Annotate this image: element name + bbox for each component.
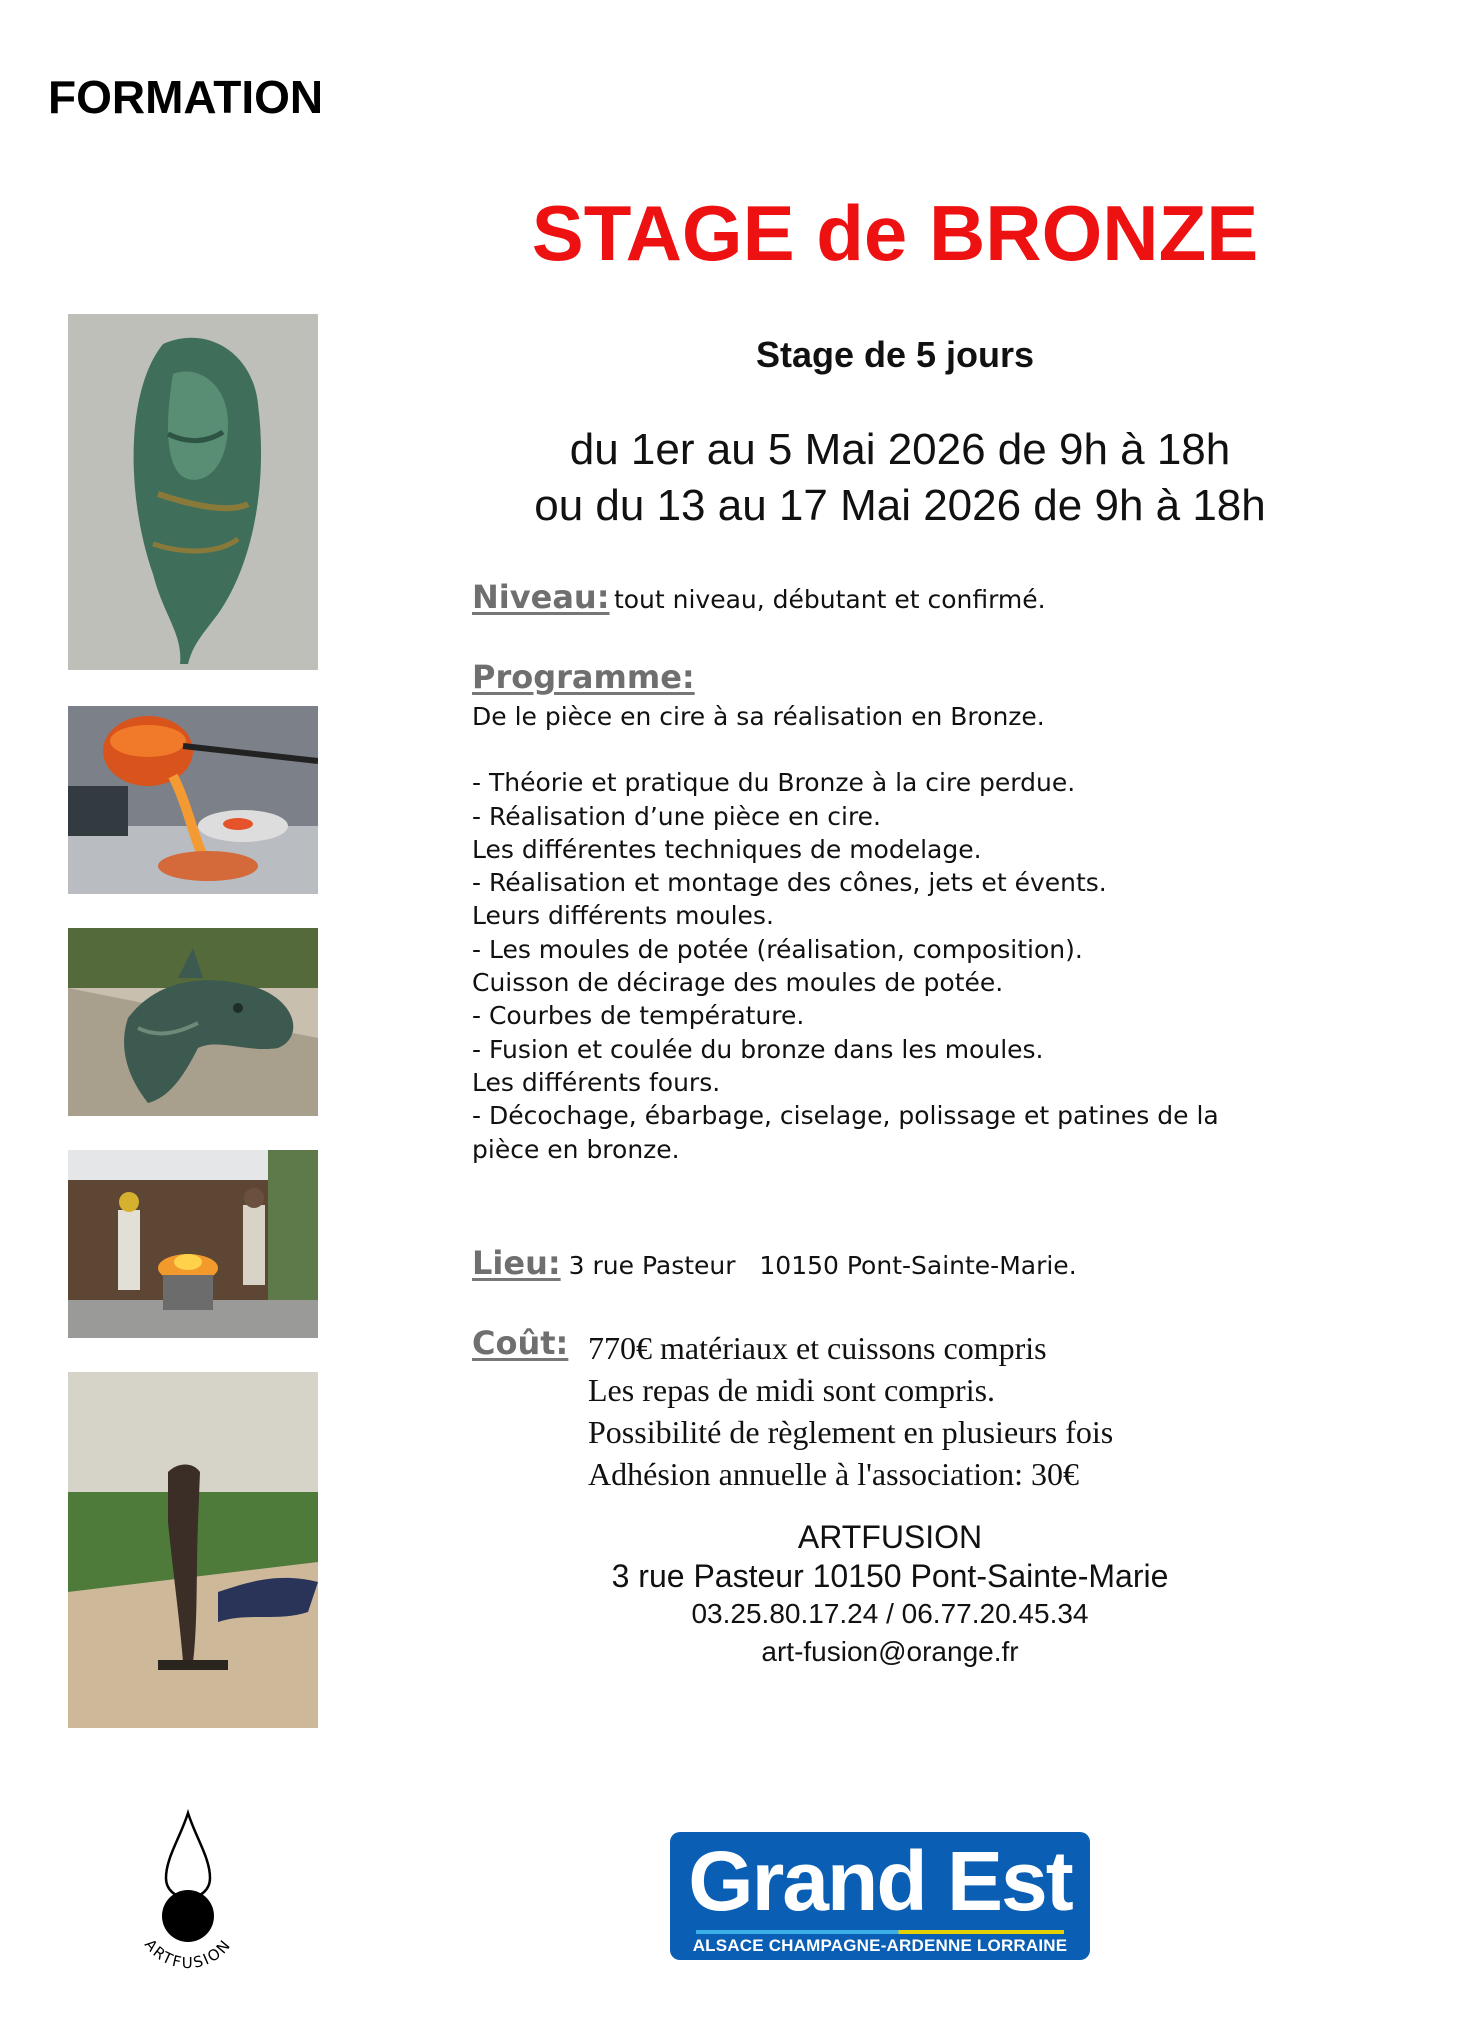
contact-address: 3 rue Pasteur 10150 Pont-Sainte-Marie (611, 1558, 1169, 1594)
subtitle: Stage de 5 jours (755, 334, 1035, 375)
cout-line: Les repas de midi sont compris. (588, 1372, 996, 1408)
photo-standing-figure (68, 1372, 318, 1728)
programme-line: Les différentes techniques de modelage. (472, 834, 982, 864)
dates (450, 422, 1350, 534)
programme-line: - Décochage, ébarbage, ciselage, polissage et patines de la (472, 1101, 1219, 1131)
programme-line: - Courbes de température. (472, 1001, 805, 1031)
programme-list (472, 700, 1352, 1166)
photo-workshop (68, 1150, 318, 1338)
cout-line: Possibilité de règlement en plusieurs fois (588, 1414, 1114, 1450)
programme-line: - Théorie et pratique du Bronze à la cire perdue. (472, 768, 1076, 798)
programme-line: - Réalisation et montage des cônes, jets et évents. (472, 868, 1107, 898)
contact-org: ARTFUSION (797, 1519, 983, 1555)
programme-line: - Fusion et coulée du bronze dans les moules. (472, 1034, 1044, 1064)
niveau-section (472, 578, 1046, 616)
contact-block (560, 1517, 1220, 1671)
artfusion-logo (118, 1808, 258, 1978)
contact-phones: 03.25.80.17.24 / 06.77.20.45.34 (691, 1598, 1089, 1629)
programme-line (472, 733, 1352, 766)
programme-line: Les différents fours. (472, 1067, 721, 1097)
contact-email[interactable]: art-fusion@orange.fr (761, 1636, 1019, 1667)
programme-label: Programme: (472, 658, 695, 696)
grandest-title: Grand Est (688, 1834, 1072, 1928)
programme-line: Leurs différents moules. (472, 901, 774, 931)
lieu-label: Lieu: (472, 1244, 561, 1282)
niveau-text: tout niveau, débutant et confirmé. (613, 585, 1046, 614)
artfusion-logo-text: ARTFUSION (140, 1935, 236, 1973)
photo-draped-sculpture (68, 314, 318, 670)
niveau-label: Niveau: (472, 578, 610, 616)
lieu-text: 3 rue Pasteur 10150 Pont-Sainte-Marie. (568, 1251, 1077, 1280)
lieu-section (472, 1244, 1077, 1282)
page-title: STAGE de BRONZE (531, 189, 1259, 277)
cout-line: 770€ matériaux et cuissons compris (588, 1330, 1047, 1366)
programme-line: - Les moules de potée (réalisation, composition). (472, 934, 1083, 964)
grandest-logo (670, 1832, 1090, 1960)
cout-list (588, 1327, 1113, 1495)
programme-line: De le pièce en cire à sa réalisation en Bronze. (472, 702, 1045, 731)
date-line-2: ou du 13 au 17 Mai 2026 de 9h à 18h (534, 481, 1266, 530)
programme-line: pièce en bronze. (472, 1134, 680, 1164)
cout-label: Coût: (472, 1324, 569, 1362)
photo-bronze-pouring (68, 706, 318, 894)
grandest-subtitle: ALSACE CHAMPAGNE-ARDENNE LORRAINE (692, 1936, 1068, 1955)
programme-line: - Réalisation d’une pièce en cire. (472, 801, 882, 831)
date-line-1: du 1er au 5 Mai 2026 de 9h à 18h (569, 425, 1231, 474)
photo-horse-head (68, 928, 318, 1116)
formation-heading: FORMATION (48, 71, 324, 123)
grandest-color-line (696, 1930, 1064, 1934)
programme-line: Cuisson de décirage des moules de potée. (472, 968, 1004, 998)
cout-line: Adhésion annuelle à l'association: 30€ (588, 1456, 1079, 1492)
